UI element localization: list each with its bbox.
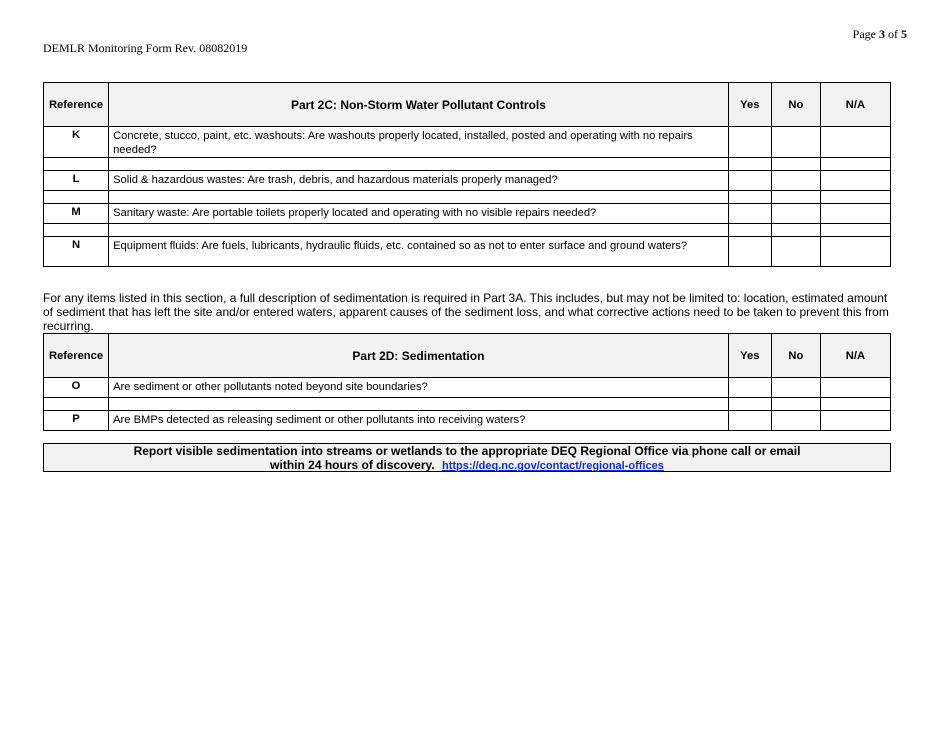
row-reference: M [44,204,109,224]
part-2d-title: Part 2D: Sedimentation [109,334,729,378]
row-question: Sanitary waste: Are portable toilets properly located and operating with no visible repairs needed? [109,204,729,224]
row-reference: L [44,171,109,191]
no-cell[interactable] [771,411,820,431]
yes-cell[interactable] [728,127,771,158]
row-reference: N [44,237,109,267]
yes-cell[interactable] [728,171,771,191]
table-row [44,127,891,158]
regional-offices-link[interactable]: https://deq.nc.gov/contact/regional-offices [441,460,664,472]
spacer-row [44,398,891,411]
sedimentation-notice [43,443,891,472]
yes-header: Yes [728,83,771,127]
reference-header: Reference [44,334,109,378]
part-2c-title: Part 2C: Non-Storm Water Pollutant Controls [109,83,729,127]
table-row [44,411,891,431]
yes-cell[interactable] [728,411,771,431]
yes-cell[interactable] [728,237,771,267]
part-2c-table [43,82,891,267]
no-cell[interactable] [771,378,820,398]
na-cell[interactable] [820,411,890,431]
no-cell[interactable] [771,171,820,191]
form-revision: DEMLR Monitoring Form Rev. 08082019 [43,41,248,55]
row-question: Are sediment or other pollutants noted beyond site boundaries? [109,378,729,398]
table-row [44,171,891,191]
table-row [44,204,891,224]
no-cell[interactable] [771,204,820,224]
table-row [44,378,891,398]
sedimentation-instructions: For any items listed in this section, a full description of sedimentation is required in Part 3A. This includes, but may not be limited to: location, estimated amount of sediment that has left the site and/or entered waters, apparent causes of the sediment loss, and what corrective actions need to be taken to prevent this from recurring. [43,291,889,333]
reference-header: Reference [44,83,109,127]
row-question: Equipment fluids: Are fuels, lubricants, hydraulic fluids, etc. contained so as not to enter surface and ground waters? [109,237,729,267]
yes-cell[interactable] [728,204,771,224]
page-number: Page 3 of 5 [852,27,907,41]
no-header: No [771,83,820,127]
part-2d-table [43,333,891,431]
row-question: Solid & hazardous wastes: Are trash, debris, and hazardous materials properly managed? [109,171,729,191]
row-reference: P [44,411,109,431]
no-cell[interactable] [771,237,820,267]
row-question: Are BMPs detected as releasing sediment or other pollutants into receiving waters? [109,411,729,431]
na-cell[interactable] [820,204,890,224]
spacer-row [44,191,891,204]
na-header: N/A [820,83,890,127]
notice-line-1: Report visible sedimentation into streams or wetlands to the appropriate DEQ Regional Office via phone call or email [133,444,801,458]
na-header: N/A [820,334,890,378]
notice-line-2-text: within 24 hours of discovery. [270,458,435,472]
na-cell[interactable] [820,237,890,267]
spacer-row [44,224,891,237]
yes-cell[interactable] [728,378,771,398]
na-cell[interactable] [820,171,890,191]
spacer-row [44,158,891,171]
row-reference: O [44,378,109,398]
row-question: Concrete, stucco, paint, etc. washouts: Are washouts properly located, installed, posted and operating with no repairs needed? [109,127,729,158]
na-cell[interactable] [820,127,890,158]
notice-line-2 [44,458,890,473]
no-header: No [771,334,820,378]
table-row [44,237,891,267]
na-cell[interactable] [820,378,890,398]
no-cell[interactable] [771,127,820,158]
yes-header: Yes [728,334,771,378]
row-reference: K [44,127,109,158]
